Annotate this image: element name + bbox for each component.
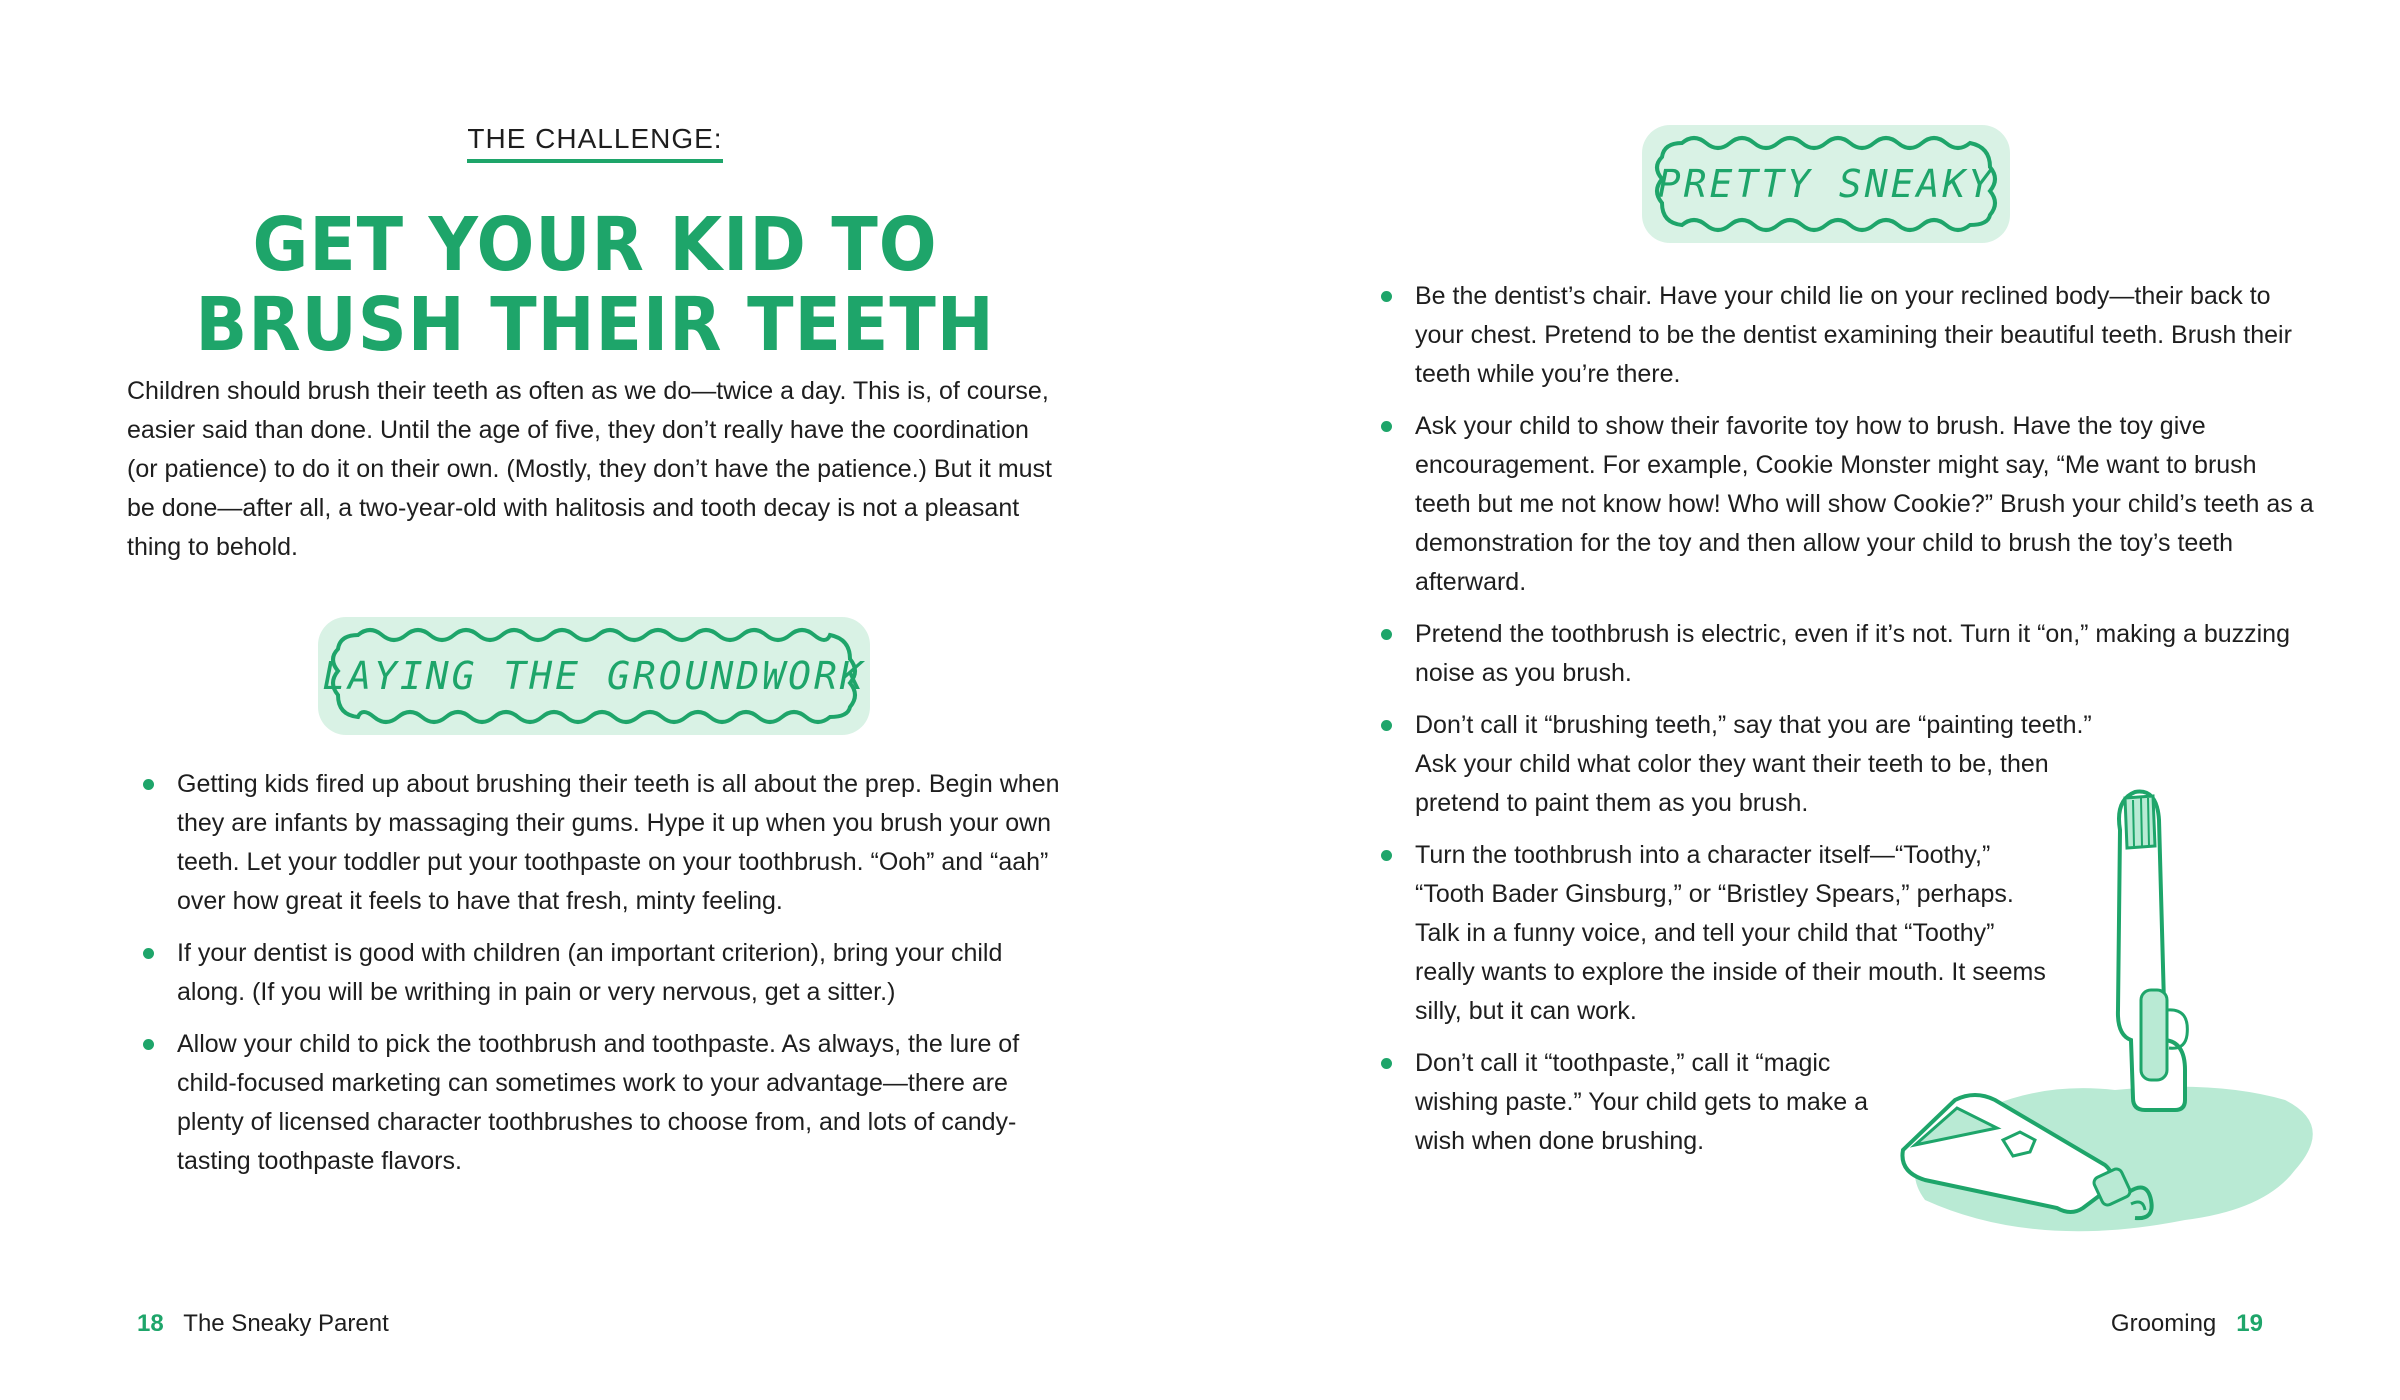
list-item: Getting kids fired up about brushing their teeth is all about the prep. Begin when they are infants by massaging their gums. Hype it up when you brush your own teeth. Let your toddler put your toothpaste on your toothbrush. “Ooh” and “aah” over how great it feels to have that fresh, minty feeling. (127, 765, 1077, 921)
intro-paragraph: Children should brush their teeth as often as we do—twice a day. This is, of course, easier said than done. Until the age of five, they don’t really have the coordination (or patience) to do it on their own. (Mostly, they don’t have the patience.) But it must be done—after all, a two-year-old with halitosis and tooth decay is not a pleasant thing to behold. (127, 377, 1052, 561)
page-number: 19 (2236, 1310, 2263, 1337)
chapter-headline (48, 202, 1143, 368)
list-item: If your dentist is good with children (an important criterion), bring your child along. (If you will be writhing in pain or very nervous, get a sitter.) (127, 934, 1077, 1012)
list-item: Turn the toothbrush into a character itself—“Toothy,” “Tooth Bader Ginsburg,” or “Bristley Spears,” perhaps. Talk in a funny voice, and tell your child that “Toothy” really wants to explore the inside of their mouth. It seems silly, but it can work. (1365, 836, 2055, 1031)
toothbrush-icon (1885, 780, 2325, 1250)
bullet-dot-icon (1381, 1058, 1392, 1069)
headline-line-1: GET YOUR KID TO (252, 202, 938, 288)
bullet-dot-icon (143, 779, 154, 790)
list-item: Don’t call it “toothpaste,” call it “magic wishing paste.” Your child gets to make a wish when done brushing. (1365, 1044, 1875, 1161)
list-item: Ask your child to show their favorite toy how to brush. Have the toy give encouragement. For example, Cookie Monster might say, “Me want to brush teeth but me not know how! Who will show Cookie?” Brush your child’s teeth as a demonstration for the toy and then allow your child to brush the toy’s teeth afterward. (1365, 407, 2315, 602)
section-label-groundwork: LAYING THE GROUNDWORK (318, 617, 870, 735)
bullet-dot-icon (1381, 421, 1392, 432)
bullet-dot-icon (1381, 291, 1392, 302)
folio-left (137, 1310, 389, 1338)
challenge-kicker: THE CHALLENGE: (0, 123, 1190, 163)
running-title: The Sneaky Parent (183, 1310, 389, 1337)
bullet-dot-icon (1381, 850, 1392, 861)
toothbrush-illustration (1885, 780, 2325, 1250)
bullet-dot-icon (1381, 720, 1392, 731)
list-item: Allow your child to pick the toothbrush and toothpaste. As always, the lure of child-focused marketing can sometimes work to your advantage—there are plenty of licensed character toothbrushes to choose from, and lots of candy-tasting toothpaste flavors. (127, 1025, 1077, 1181)
bullet-dot-icon (143, 948, 154, 959)
folio-right (2111, 1310, 2263, 1338)
section-label-pretty-sneaky: PRETTY SNEAKY (1642, 125, 2010, 243)
bullet-dot-icon (143, 1039, 154, 1050)
running-title: Grooming (2110, 1310, 2217, 1337)
groundwork-list (127, 765, 1077, 1194)
bullet-dot-icon (1381, 629, 1392, 640)
list-item: Pretend the toothbrush is electric, even if it’s not. Turn it “on,” making a buzzing noise as you brush. (1365, 615, 2315, 693)
list-item: Be the dentist’s chair. Have your child lie on your reclined body—their back to your chest. Pretend to be the dentist examining their beautiful teeth. Brush their teeth while you’re there. (1365, 277, 2315, 394)
list-item: Don’t call it “brushing teeth,” say that you are “painting teeth.” Ask your child what color they want their teeth to be, then pretend to paint them as you brush. (1365, 706, 2095, 823)
page-number: 18 (137, 1310, 164, 1337)
headline-line-2: BRUSH THEIR TEETH (195, 282, 995, 368)
